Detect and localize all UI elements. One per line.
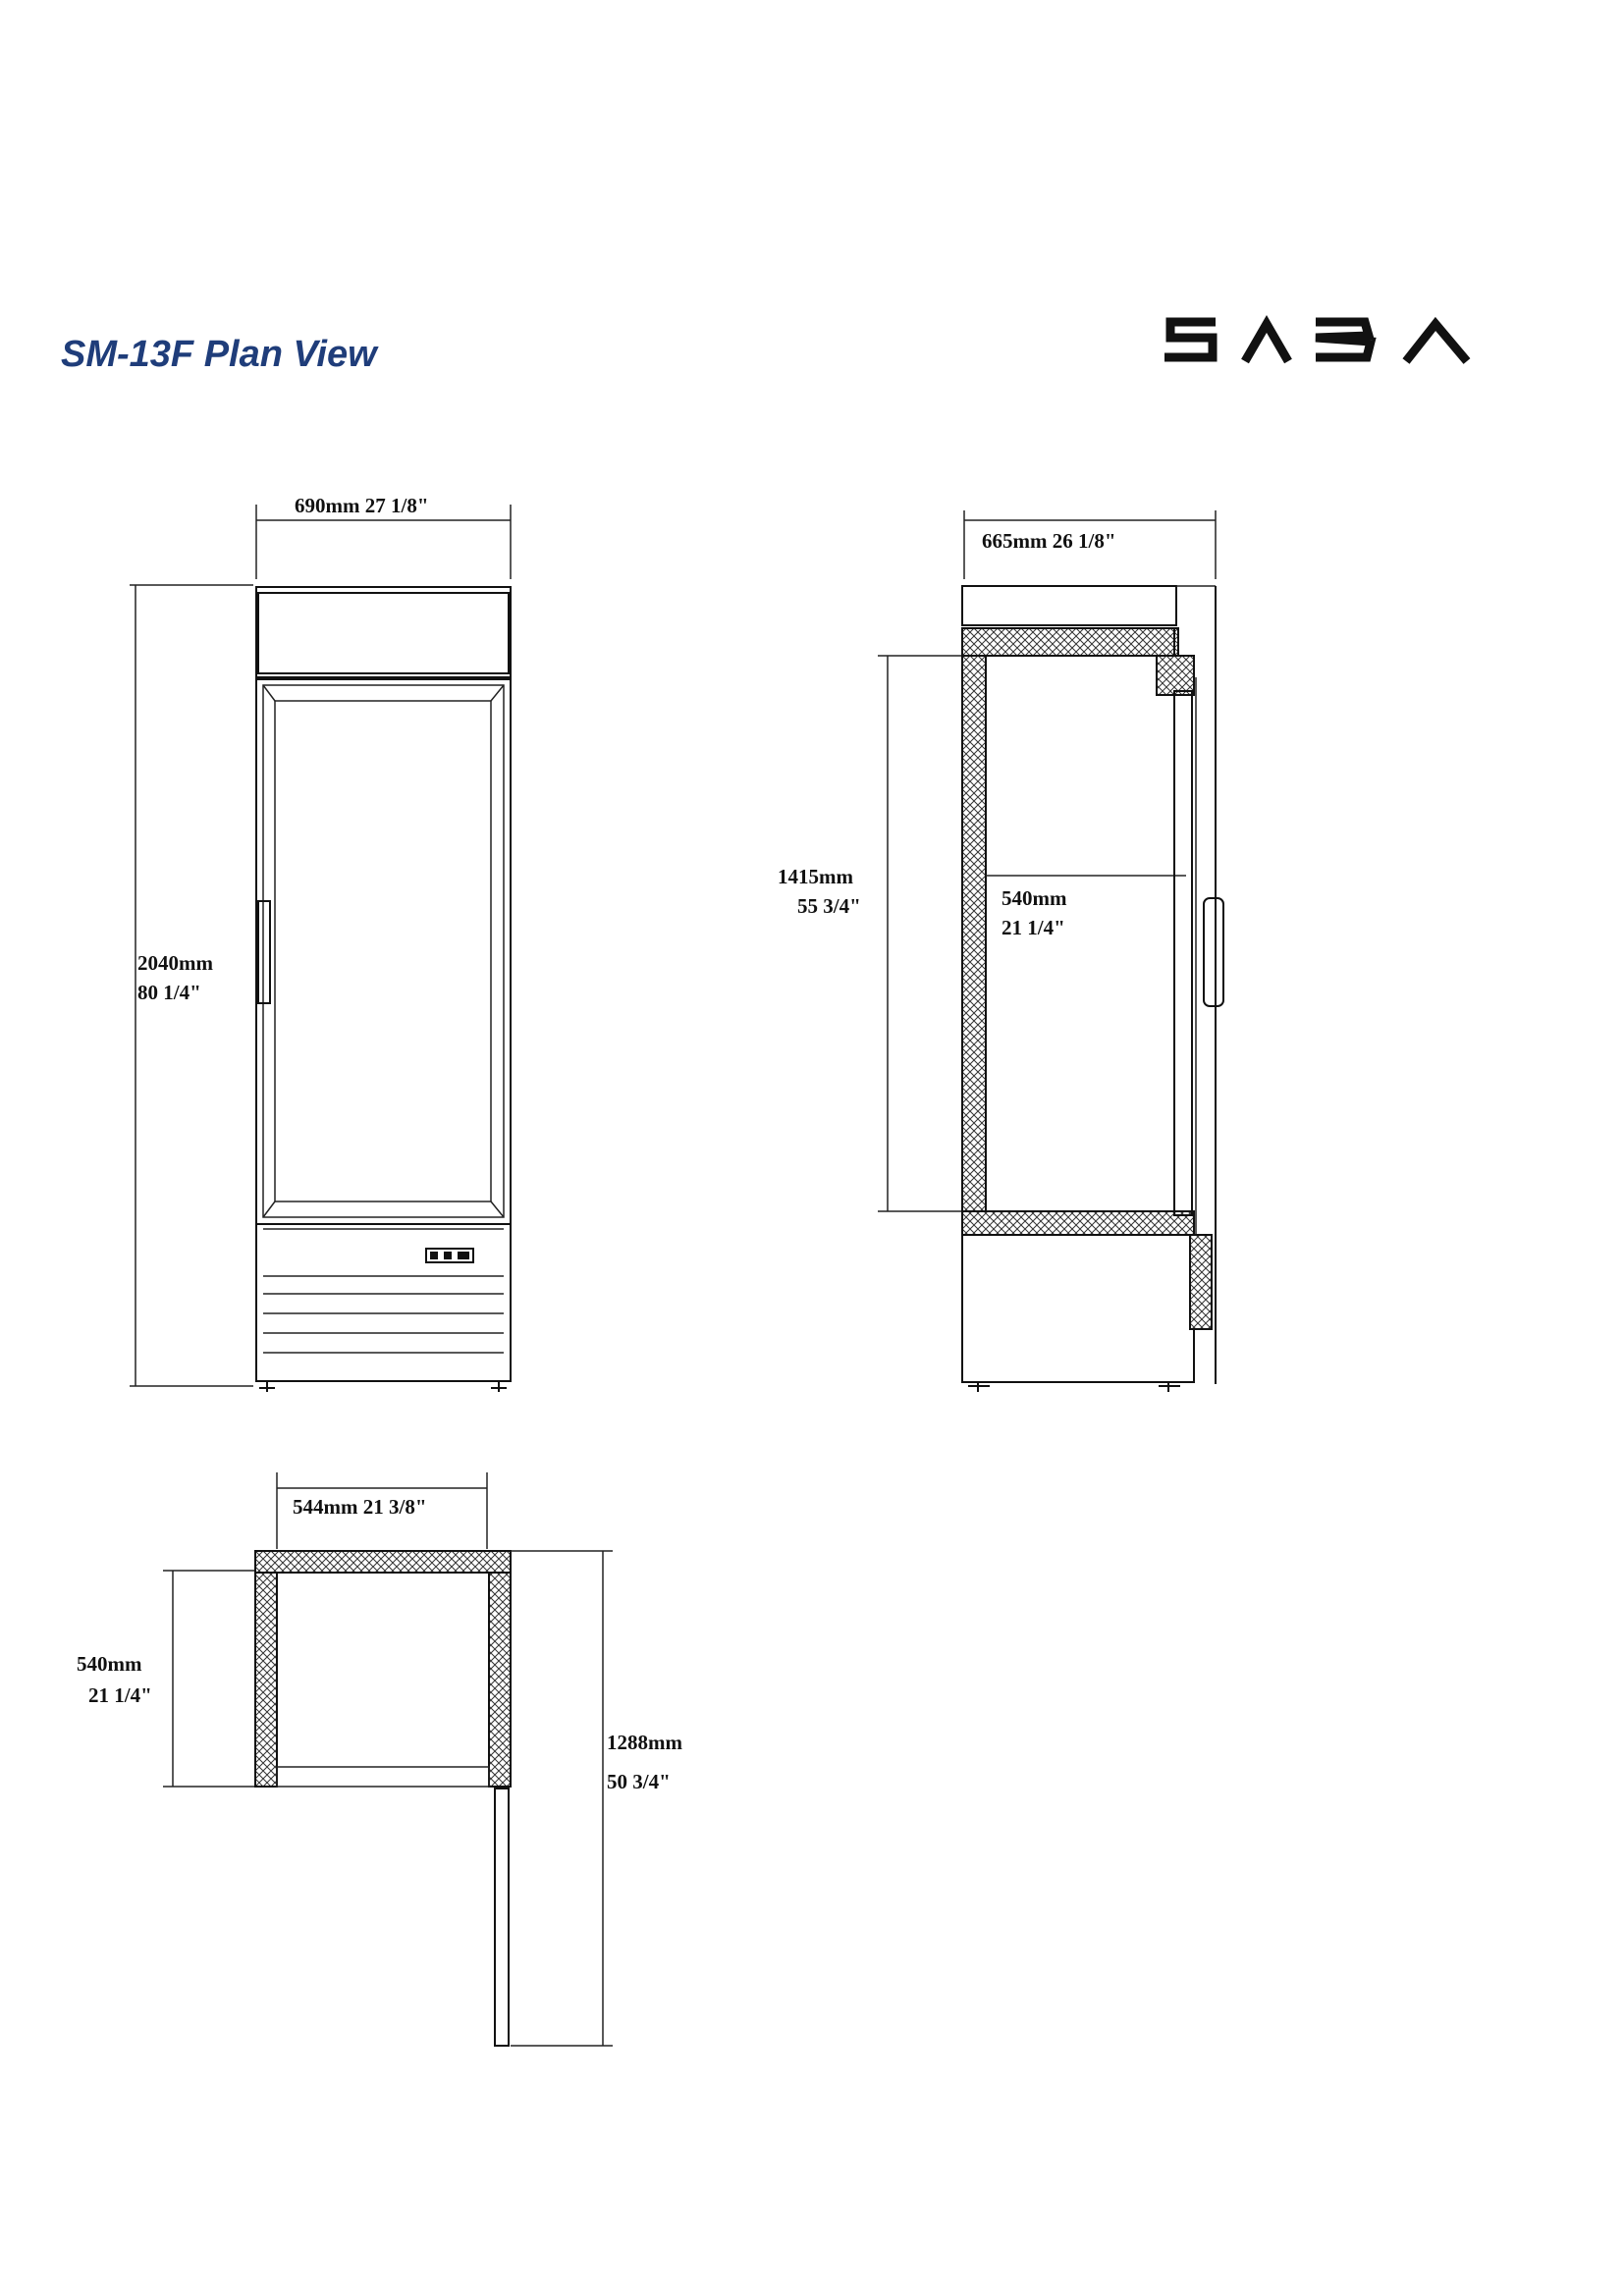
side-door-handle [1204, 898, 1223, 1006]
side-view [778, 510, 1223, 1392]
front-height-mm: 2040mm [137, 951, 213, 975]
top-door-open-in: 50 3/4" [607, 1770, 671, 1793]
front-width-label: 690mm 27 1/8" [295, 494, 429, 517]
side-depth-mm: 540mm [1001, 886, 1067, 910]
front-height-in: 80 1/4" [137, 981, 201, 1004]
front-view [130, 494, 511, 1392]
canopy [256, 587, 511, 677]
top-door-open-mm: 1288mm [607, 1731, 682, 1754]
side-height-in: 55 3/4" [797, 894, 861, 918]
door-frame [256, 679, 511, 1224]
top-depth-in: 21 1/4" [88, 1683, 152, 1707]
open-door [495, 1789, 509, 2046]
page-title: SM-13F Plan View [61, 334, 377, 375]
door-handle [258, 901, 270, 1003]
top-width-label: 544mm 21 3/8" [293, 1495, 427, 1519]
side-height-mm: 1415mm [778, 865, 853, 888]
side-depth-label: 665mm 26 1/8" [982, 529, 1116, 553]
top-depth-mm: 540mm [77, 1652, 142, 1676]
side-door [1174, 691, 1192, 1215]
top-view [77, 1472, 682, 2046]
side-depth-in: 21 1/4" [1001, 916, 1065, 939]
